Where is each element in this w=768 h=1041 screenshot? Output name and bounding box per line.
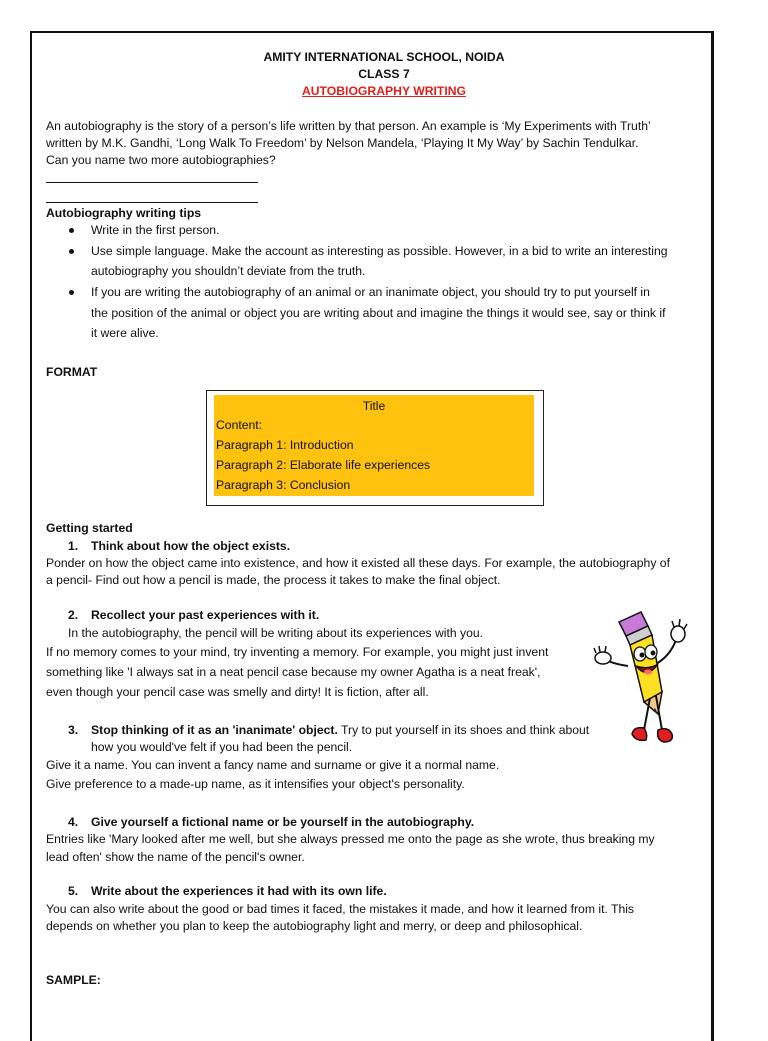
step-3-line-3: Give preference to a made-up name, as it intensifies your object's personality.: [46, 777, 465, 791]
step-4-number: 4.: [68, 815, 79, 829]
tips-heading: Autobiography writing tips: [46, 206, 202, 220]
tip-2-line-2: autobiography you shouldn’t deviate from the truth.: [91, 264, 366, 278]
step-2-line-1: In the autobiography, the pencil will be writing about its experiences with you.: [68, 626, 484, 640]
topic-wrap: [0, 82, 768, 100]
step-1-number: 1.: [68, 539, 79, 553]
getting-started-heading: Getting started: [46, 521, 133, 535]
intro-line-3: Can you name two more autobiographies?: [46, 153, 276, 167]
format-line-p1: Paragraph 1: Introduction: [216, 438, 354, 452]
format-line-p2: Paragraph 2: Elaborate life experiences: [216, 458, 431, 472]
step-4-line-1: Entries like 'Mary looked after me well, but she always pressed me onto the page as she wrote, thus breaking my: [46, 832, 655, 846]
step-5-number: 5.: [68, 884, 79, 898]
step-1-title: Think about how the object exists.: [91, 539, 291, 553]
sample-heading: SAMPLE:: [46, 973, 101, 987]
format-box-title: Title: [362, 399, 386, 413]
step-4-line-2: lead often' show the name of the pencil's owner.: [46, 850, 305, 864]
step-5-line-1: You can also write about the good or bad times it faced, the mistakes it made, and how it learned from it. This: [46, 902, 635, 916]
step-5-line-2: depends on whether you plan to keep the autobiography light and merry, or deep and philosophical.: [46, 919, 583, 933]
topic-title: AUTOBIOGRAPHY WRITING: [301, 84, 467, 98]
right-glove: [671, 619, 687, 642]
class-label: CLASS 7: [358, 67, 410, 81]
pencil-cartoon-icon: [592, 606, 692, 756]
bullet-1: [69, 228, 74, 233]
format-line-content: Content:: [216, 418, 263, 432]
intro-line-2: written by M.K. Gandhi, ‘Long Walk To Freedom’ by Nelson Mandela, ‘Playing It My Way’ by Sachin Tendulkar.: [46, 136, 639, 150]
tip-3-line-3: it were alive.: [91, 326, 159, 340]
step-2-line-3: something like 'I always sat in a neat pencil case because my owner Agatha is a neat freak',: [46, 665, 541, 679]
step-3-title: Stop thinking of it as an 'inanimate' object.: [91, 723, 338, 737]
tip-1-line-1: Write in the first person.: [91, 223, 220, 237]
school-name: AMITY INTERNATIONAL SCHOOL, NOIDA: [263, 50, 505, 64]
step-5-title: Write about the experiences it had with its own life.: [91, 884, 387, 898]
step-3-title-rest: Try to put yourself in its shoes and think about: [337, 723, 590, 737]
step-2-number: 2.: [68, 608, 79, 622]
step-3-line-1: how you would've felt if you had been the pencil.: [91, 740, 353, 754]
step-4-title: Give yourself a fictional name or be yourself in the autobiography.: [91, 815, 475, 829]
step-1-line-2: a pencil- Find out how a pencil is made, the process it takes to make the final object.: [46, 573, 501, 587]
step-2-title: Recollect your past experiences with it.: [91, 608, 320, 622]
step-2-line-4: even though your pencil case was smelly and dirty! It is fiction, after all.: [46, 685, 429, 699]
step-1-line-1: Ponder on how the object came into existence, and how it existed all these days. For example, the autobiography of: [46, 556, 670, 570]
answer-line-2[interactable]: [46, 202, 258, 203]
step-3-title-line: [91, 721, 589, 739]
intro-line-1: An autobiography is the story of a person’s life written by that person. An example is ‘My Experiments with Truth’: [46, 119, 651, 133]
tip-2-line-1: Use simple language. Make the account as interesting as possible. However, in a bid to write an interesting: [91, 244, 668, 258]
format-line-p3: Paragraph 3: Conclusion: [216, 478, 351, 492]
tip-3-line-2: the position of the animal or object you are writing about and imagine the things it would see, say or think if: [91, 306, 666, 320]
step-3-line-2: Give it a name. You can invent a fancy name and surname or give it a normal name.: [46, 758, 500, 772]
step-2-line-2: If no memory comes to your mind, try inventing a memory. For example, you might just invent: [46, 645, 549, 659]
tip-3-line-1: If you are writing the autobiography of an animal or an inanimate object, you should try to put yourself in: [91, 285, 650, 299]
left-glove: [594, 646, 611, 664]
answer-line-1[interactable]: [46, 182, 258, 183]
bullet-2: [69, 249, 74, 254]
step-3-number: 3.: [68, 723, 79, 737]
bullet-3: [69, 290, 74, 295]
format-heading: FORMAT: [46, 365, 98, 379]
